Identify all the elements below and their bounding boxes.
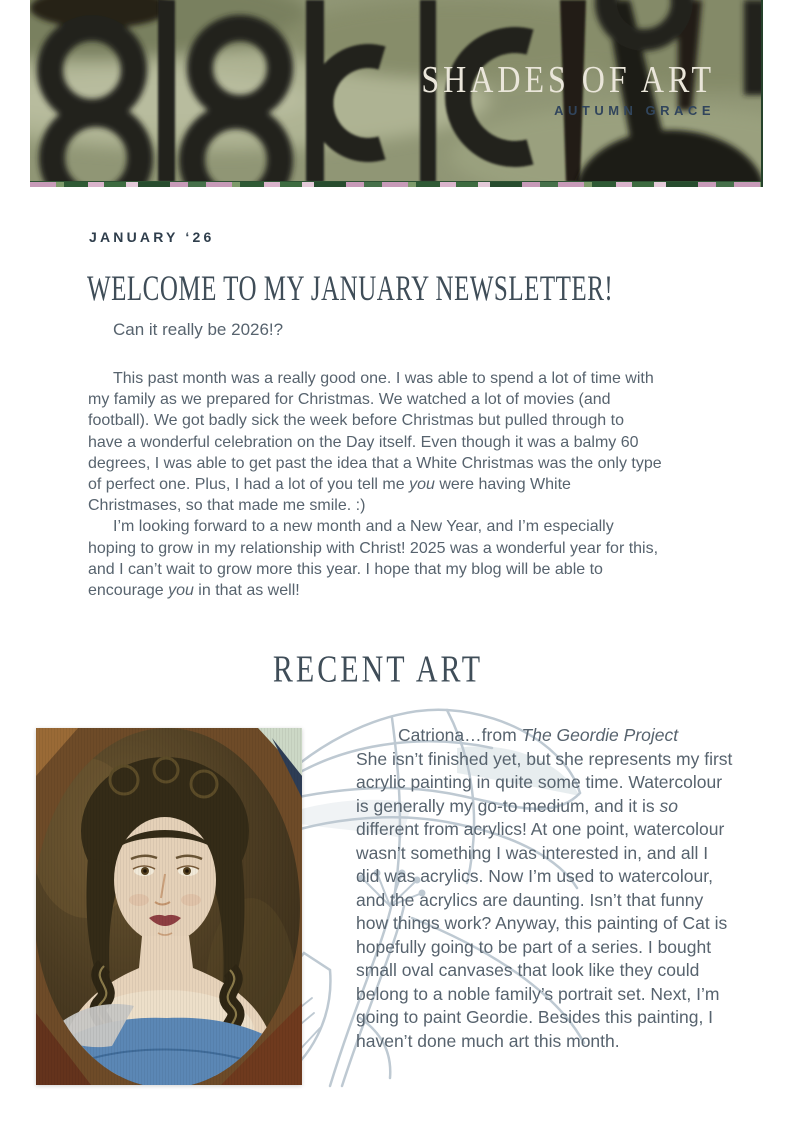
masthead-edge-line	[761, 0, 763, 187]
art-paragraph: She isn’t finished yet, but she represents my first acrylic painting in quite some time. Watercolour is generally my go-to medium, and it is so different from acrylics! At one point, watercolour wasn’t something I was interested in, and all I did was acrylics. Now I’m used to watercolour, and the acrylics are daunting. Isn’t that funny how things work? Anyway, this painting of Cat is hopefully going to be part of a series. I bought small oval canvases that look like they could belong to a noble family’s portrait set. Next, I’m going to paint Geordie. Besides this painting, I haven’t done much art this month.	[356, 748, 733, 1051]
opening-line: Can it really be 2026!?	[113, 320, 284, 339]
recent-art-text	[356, 724, 734, 1053]
recent-art-heading: RECENT ART	[272, 648, 484, 691]
intro-paragraph-1: This past month was a really good one. I was able to spend a lot of time with my family as we prepared for Christmas. We watched a lot of movies (and football). We got badly sick the week before Christmas but pulled through to have a wonderful celebration on the Day itself. Even though it was a balmy 60 degrees, I was able to get past the idea that a White Christmas was the only type of perfect one. Plus, I had a lot of you tell me you were having White Christmases, so that made me smile. :)	[88, 370, 662, 515]
issue-label: JANUARY ‘26	[89, 229, 215, 245]
floral-photo-strip	[30, 181, 763, 187]
masthead-title: SHADES OF ART	[421, 57, 715, 101]
masthead	[30, 0, 763, 187]
welcome-heading: WELCOME TO MY JANUARY NEWSLETTER!	[87, 270, 614, 309]
masthead-author: AUTUMN GRACE	[554, 103, 715, 118]
intro-paragraph-2: I’m looking forward to a new month and a New Year, and I’m especially hoping to grow in my relationship with Christ! 2025 was a wonderful year for this, and I can’t wait to grow more this year. I hope that my blog will be able to encourage you in that as well!	[88, 518, 659, 600]
catriona-portrait-photo	[36, 728, 302, 1085]
intro-paragraphs	[88, 368, 662, 601]
art-caption: Catriona…from The Geordie Project	[398, 725, 679, 745]
